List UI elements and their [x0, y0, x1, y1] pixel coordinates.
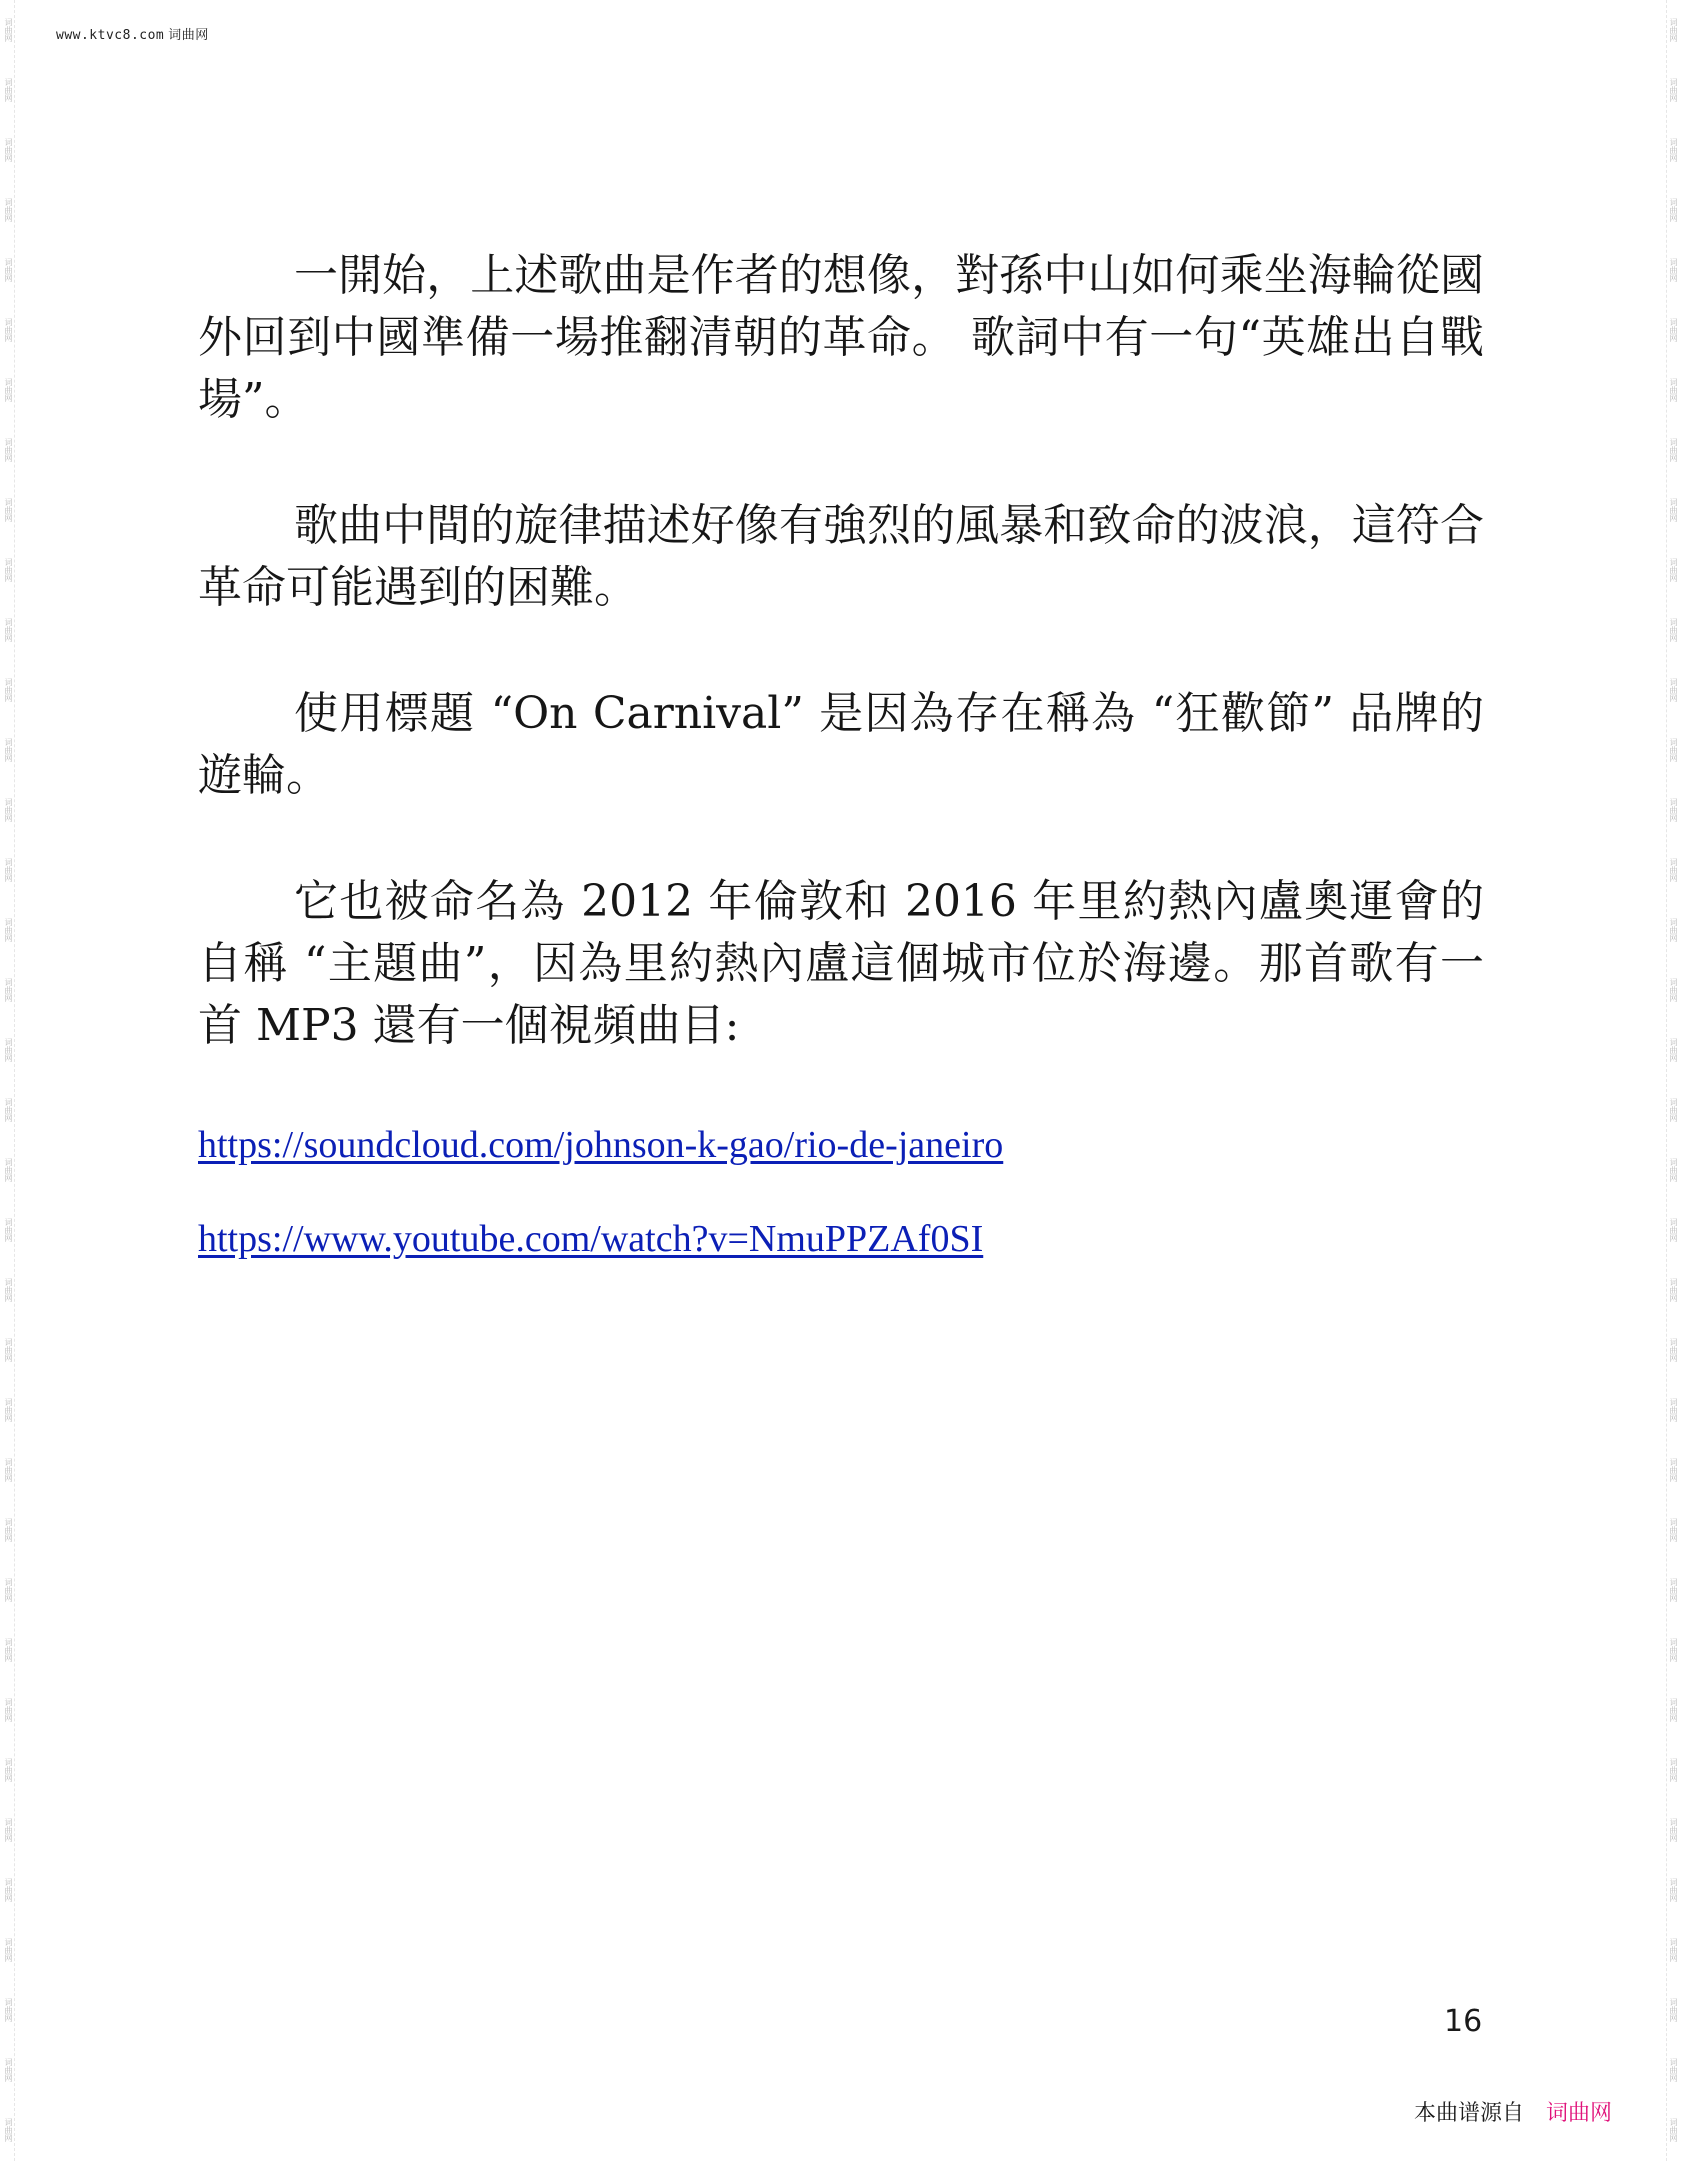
- watermark-text: 词曲网: [1669, 1098, 1678, 1122]
- watermark-text: 词曲网: [4, 138, 13, 162]
- watermark-text: 词曲网: [1669, 1038, 1678, 1062]
- watermark-text: 词曲网: [4, 858, 13, 882]
- watermark-text: 词曲网: [1669, 798, 1678, 822]
- right-watermark-strip: [1666, 0, 1679, 2161]
- paragraph-olympics: 它也被命名為 2012 年倫敦和 2016 年里約熱內盧奧運會的自稱 “主題曲”，因為里約熱內盧這個城市位於海邊。那首歌有一首 MP3 還有一個視頻曲目:: [198, 876, 1484, 1051]
- watermark-text: 词曲网: [4, 1938, 13, 1962]
- watermark-text: 词曲网: [1669, 1278, 1678, 1302]
- watermark-text: 词曲网: [4, 438, 13, 462]
- watermark-text: 词曲网: [1669, 258, 1678, 282]
- watermark-text: 词曲网: [4, 1818, 13, 1842]
- watermark-text: 词曲网: [1669, 2118, 1678, 2142]
- watermark-text: 词曲网: [4, 1338, 13, 1362]
- watermark-text: 词曲网: [1669, 1338, 1678, 1362]
- watermark-text: 词曲网: [1669, 378, 1678, 402]
- watermark-text: 词曲网: [1669, 1458, 1678, 1482]
- paragraph-melody: 歌曲中間的旋律描述好像有強烈的風暴和致命的波浪，這符合革命可能遇到的困難。: [198, 500, 1484, 613]
- watermark-text: 词曲网: [1669, 498, 1678, 522]
- watermark-text: 词曲网: [4, 1158, 13, 1182]
- watermark-text: 词曲网: [4, 78, 13, 102]
- watermark-text: 词曲网: [4, 378, 13, 402]
- watermark-text: 词曲网: [4, 678, 13, 702]
- site-name: 词曲网: [168, 28, 209, 43]
- watermark-text: 词曲网: [1669, 1878, 1678, 1902]
- watermark-text: 词曲网: [1669, 618, 1678, 642]
- watermark-text: 词曲网: [4, 1578, 13, 1602]
- watermark-text: 词曲网: [4, 978, 13, 1002]
- watermark-text: 词曲网: [1669, 1578, 1678, 1602]
- watermark-text: 词曲网: [4, 1878, 13, 1902]
- watermark-text: 词曲网: [4, 918, 13, 942]
- watermark-text: 词曲网: [4, 2118, 13, 2142]
- watermark-text: 词曲网: [1669, 78, 1678, 102]
- watermark-text: 词曲网: [4, 1398, 13, 1422]
- watermark-text: 词曲网: [4, 738, 13, 762]
- watermark-text: 词曲网: [1669, 678, 1678, 702]
- watermark-text: 词曲网: [4, 1098, 13, 1122]
- watermark-text: 词曲网: [4, 1758, 13, 1782]
- watermark-text: 词曲网: [4, 1278, 13, 1302]
- watermark-text: 词曲网: [4, 1218, 13, 1242]
- watermark-text: 词曲网: [4, 2058, 13, 2082]
- watermark-text: 词曲网: [1669, 318, 1678, 342]
- watermark-text: 词曲网: [1669, 1998, 1678, 2022]
- watermark-text: 词曲网: [1669, 1818, 1678, 1842]
- watermark-text: 词曲网: [1669, 1938, 1678, 1962]
- soundcloud-link[interactable]: https://soundcloud.com/johnson-k-gao/rio-de-janeiro: [198, 1124, 1004, 1166]
- left-watermark-strip: [2, 0, 15, 2161]
- watermark-text: 词曲网: [1669, 198, 1678, 222]
- watermark-text: 词曲网: [4, 1998, 13, 2022]
- document-body: [198, 245, 1484, 1309]
- watermark-text: 词曲网: [1669, 2058, 1678, 2082]
- paragraph-title: 使用標題 “On Carnival” 是因為存在稱為 “狂歡節” 品牌的遊輪。: [198, 688, 1484, 801]
- footer-brand-link[interactable]: 词曲网: [1546, 2101, 1613, 2126]
- footer-source-text: 本曲谱源自: [1414, 2101, 1525, 2126]
- watermark-text: 词曲网: [1669, 18, 1678, 42]
- watermark-text: 词曲网: [4, 18, 13, 42]
- page-number: 16: [1444, 2004, 1483, 2039]
- site-header: [56, 24, 209, 43]
- watermark-text: 词曲网: [4, 558, 13, 582]
- site-url[interactable]: www.ktvc8.com: [56, 28, 165, 43]
- watermark-text: 词曲网: [4, 798, 13, 822]
- watermark-text: 词曲网: [1669, 738, 1678, 762]
- watermark-text: 词曲网: [1669, 1158, 1678, 1182]
- watermark-text: 词曲网: [4, 1038, 13, 1062]
- watermark-text: 词曲网: [1669, 1518, 1678, 1542]
- watermark-text: 词曲网: [1669, 1698, 1678, 1722]
- watermark-text: 词曲网: [4, 1638, 13, 1662]
- watermark-text: 词曲网: [4, 1698, 13, 1722]
- watermark-text: 词曲网: [1669, 978, 1678, 1002]
- watermark-text: 词曲网: [1669, 558, 1678, 582]
- watermark-text: 词曲网: [1669, 1638, 1678, 1662]
- watermark-text: 词曲网: [1669, 138, 1678, 162]
- paragraph-intro: 一開始，上述歌曲是作者的想像，對孫中山如何乘坐海輪從國外回到中國準備一場推翻清朝的革命。 歌詞中有一句“英雄出自戰場”。: [198, 250, 1484, 425]
- watermark-text: 词曲网: [4, 498, 13, 522]
- watermark-text: 词曲网: [4, 318, 13, 342]
- watermark-text: 词曲网: [4, 198, 13, 222]
- watermark-text: 词曲网: [1669, 918, 1678, 942]
- youtube-link[interactable]: https://www.youtube.com/watch?v=NmuPPZAf0SI: [198, 1218, 984, 1260]
- watermark-text: 词曲网: [1669, 1758, 1678, 1782]
- footer-credit: [1414, 2096, 1612, 2127]
- watermark-text: 词曲网: [4, 618, 13, 642]
- watermark-text: 词曲网: [1669, 438, 1678, 462]
- watermark-text: 词曲网: [1669, 858, 1678, 882]
- watermark-text: 词曲网: [4, 1458, 13, 1482]
- watermark-text: 词曲网: [1669, 1218, 1678, 1242]
- watermark-text: 词曲网: [4, 1518, 13, 1542]
- watermark-text: 词曲网: [4, 258, 13, 282]
- watermark-text: 词曲网: [1669, 1398, 1678, 1422]
